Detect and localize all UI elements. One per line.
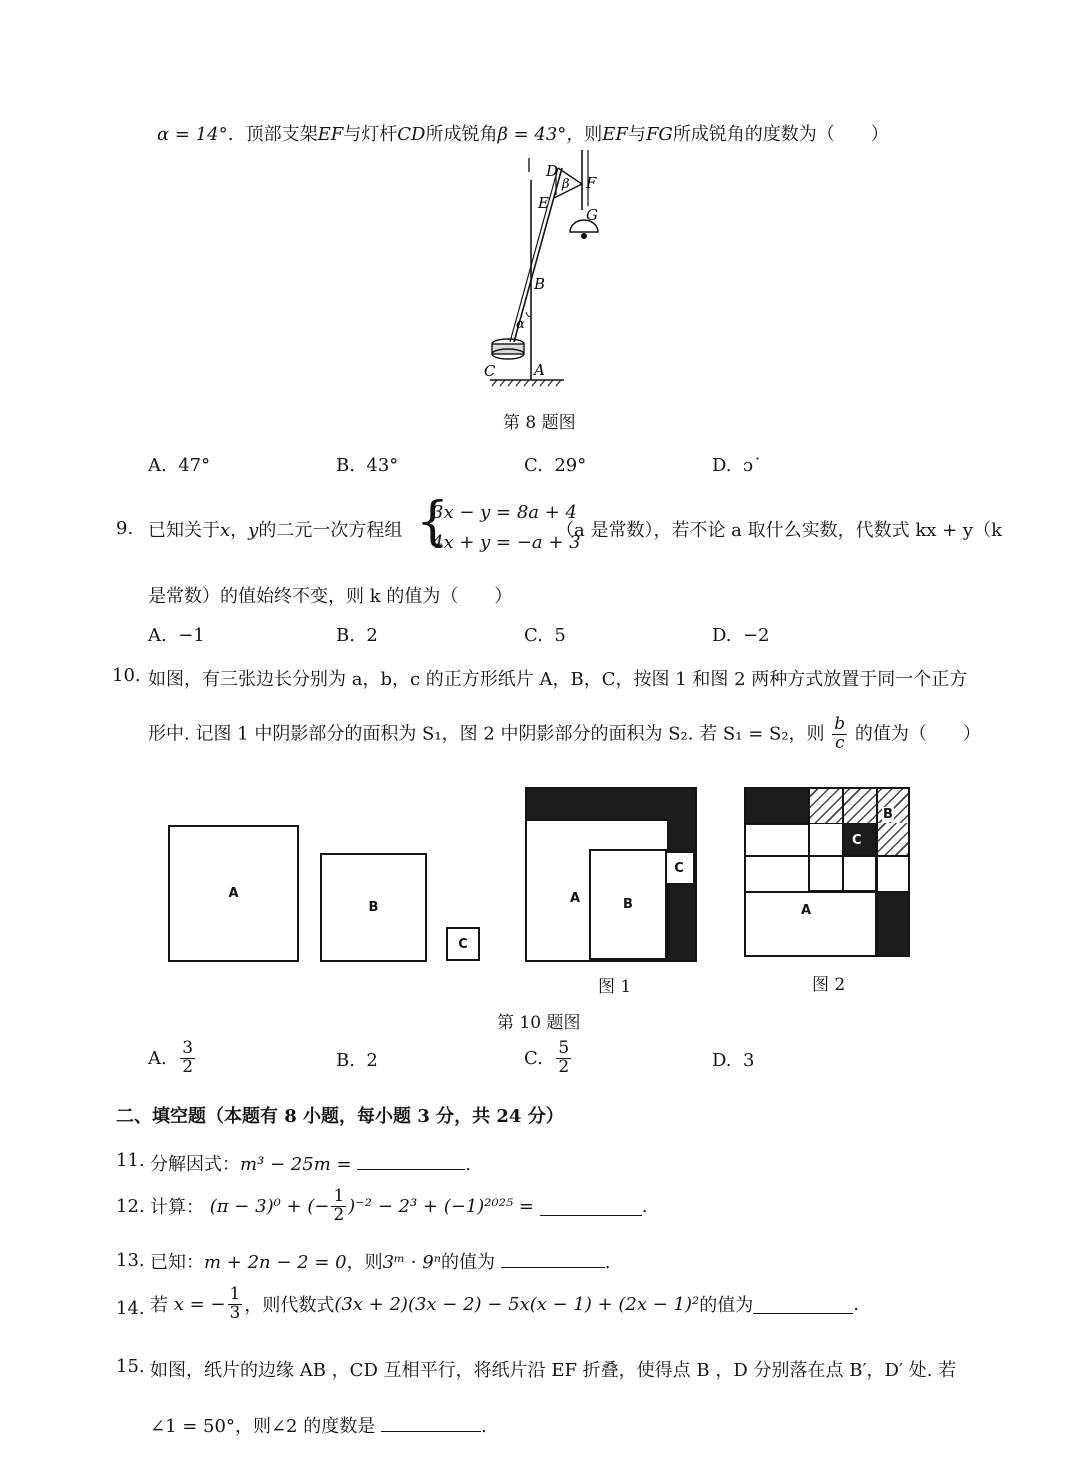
q13-answer-blank[interactable] bbox=[501, 1249, 605, 1268]
q14-stem: 若 x = − $\frac{1}{3}$ ，则代数式 (3x + 2)(3x − 2) − 5x(x − 1) + (2x − 1)² 的值为 . bbox=[150, 1284, 859, 1323]
q10-line2: 形中. 记图 1 中阴影部分的面积为 S₁，图 2 中阴影部分的面积为 S₂. 若 S₁ = S₂，则 $\frac{b}{c}$ 的值为（ ） bbox=[148, 714, 981, 753]
q10-option-b[interactable]: B. 2 bbox=[336, 1050, 378, 1071]
fig1-label-a: A bbox=[570, 891, 581, 906]
q9-option-b[interactable]: B. 2 bbox=[336, 625, 378, 646]
q8-option-b[interactable]: B. 43° bbox=[336, 455, 399, 476]
label-f: F bbox=[586, 174, 597, 192]
q9-option-a[interactable]: A. −1 bbox=[148, 625, 205, 646]
q10-number: 10. bbox=[112, 665, 141, 686]
q8-fg: FG bbox=[645, 124, 673, 145]
q8-ef: EF bbox=[602, 124, 628, 145]
q10-fraction: $\frac{b}{c}$ bbox=[834, 714, 846, 753]
q12-stem: 计算： (π − 3)⁰ + (− $\frac{1}{2}$ )⁻² − 2³ + (−1)²⁰²⁵ = . bbox=[150, 1186, 648, 1225]
q8-text: 则 bbox=[584, 124, 603, 145]
q8-text: 顶部支架 bbox=[245, 124, 318, 145]
q11-answer-blank[interactable] bbox=[357, 1151, 465, 1170]
label-d: D bbox=[546, 162, 559, 180]
q15-number: 15. bbox=[116, 1356, 145, 1377]
q8-lamp-figure bbox=[470, 150, 610, 390]
fig2-label-b: B bbox=[883, 807, 893, 822]
fig2-label-c: C bbox=[852, 833, 862, 848]
q10-caption: 第 10 题图 bbox=[497, 1013, 581, 1033]
q8-text: 与灯杆 bbox=[343, 124, 398, 145]
q14-number: 14. bbox=[116, 1298, 145, 1319]
section-2-title: 二、填空题（本题有 8 小题，每小题 3 分，共 24 分） bbox=[116, 1106, 564, 1127]
q9-brace: { bbox=[416, 492, 450, 552]
label-c: C bbox=[484, 362, 496, 380]
square-b: B bbox=[320, 853, 427, 962]
q15-line2: ∠1 = 50°，则∠2 的度数是 . bbox=[150, 1412, 487, 1438]
label-e: E bbox=[538, 194, 549, 212]
square-c: C bbox=[446, 927, 480, 961]
q8-line bbox=[157, 120, 889, 146]
q9-eq2: 4x + y = −a + 3 bbox=[432, 532, 581, 553]
q8-option-c[interactable]: C. 29° bbox=[524, 455, 587, 476]
q8-question: 所成锐角的度数为（ ） bbox=[672, 124, 889, 145]
q14-answer-blank[interactable] bbox=[753, 1295, 853, 1314]
q9-option-c[interactable]: C. 5 bbox=[524, 625, 566, 646]
q11-stem: 分解因式：m³ − 25m = . bbox=[150, 1150, 471, 1176]
q8-option-a[interactable]: A. 47° bbox=[148, 455, 211, 476]
square-a: A bbox=[168, 825, 299, 962]
q15-answer-blank[interactable] bbox=[381, 1413, 481, 1432]
q8-ef: EF bbox=[317, 124, 344, 145]
q10-option-d[interactable]: D. 3 bbox=[712, 1050, 755, 1071]
q12-answer-blank[interactable] bbox=[540, 1197, 642, 1216]
q9-note: （a 是常数），若不论 a 取什么实数，代数式 kx + y（k bbox=[556, 520, 1003, 541]
label-a: A bbox=[534, 361, 545, 379]
label-g: G bbox=[586, 206, 598, 224]
q9-stem: 已知关于x，y的二元一次方程组 bbox=[148, 520, 403, 541]
q12-number: 12. bbox=[116, 1196, 145, 1217]
fig1-square-b: B bbox=[589, 849, 667, 960]
q9-eq1: 3x − y = 8a + 4 bbox=[432, 502, 577, 523]
fig2-label-a: A bbox=[801, 903, 812, 918]
beta-value: β = 43°， bbox=[497, 124, 585, 145]
q8-caption: 第 8 题图 bbox=[503, 413, 576, 433]
q10-option-a[interactable]: A. $\frac{3}{2}$ bbox=[148, 1038, 194, 1077]
fig2-caption: 图 2 bbox=[812, 975, 846, 995]
q13-number: 13. bbox=[116, 1250, 145, 1271]
alpha-value: α = 14°． bbox=[157, 124, 246, 145]
figure-1 bbox=[525, 787, 697, 962]
figure-2 bbox=[744, 787, 910, 957]
label-alpha: α bbox=[516, 317, 525, 332]
q9-option-d[interactable]: D. −2 bbox=[712, 625, 770, 646]
label-b: B bbox=[534, 275, 546, 293]
q10-line1: 如图，有三张边长分别为 a，b，c 的正方形纸片 A，B，C，按图 1 和图 2 两种方式放置于同一个正方 bbox=[148, 669, 968, 690]
q8-text: 与 bbox=[627, 124, 646, 145]
q10-option-c[interactable]: C. $\frac{5}{2}$ bbox=[524, 1038, 570, 1077]
q13-stem: 已知：m + 2n − 2 = 0，则3ᵐ · 9ⁿ的值为 . bbox=[150, 1248, 610, 1274]
q8-option-d[interactable]: D. ɔ˙ bbox=[712, 455, 763, 476]
q9-line2: 是常数）的值始终不变，则 k 的值为（ ） bbox=[148, 586, 513, 607]
label-beta: β bbox=[562, 177, 570, 192]
fig1-square-c: C bbox=[663, 851, 695, 885]
q9-number: 9. bbox=[116, 518, 134, 539]
q8-cd: CD bbox=[397, 124, 426, 145]
fig1-caption: 图 1 bbox=[598, 977, 632, 997]
q15-line1: 如图，纸片的边缘 AB ，CD 互相平行，将纸片沿 EF 折叠，使得点 B ，D 分别落在点 B′，D′ 处. 若 bbox=[150, 1360, 957, 1381]
q11-number: 11. bbox=[116, 1150, 145, 1171]
q8-text: 所成锐角 bbox=[425, 124, 498, 145]
